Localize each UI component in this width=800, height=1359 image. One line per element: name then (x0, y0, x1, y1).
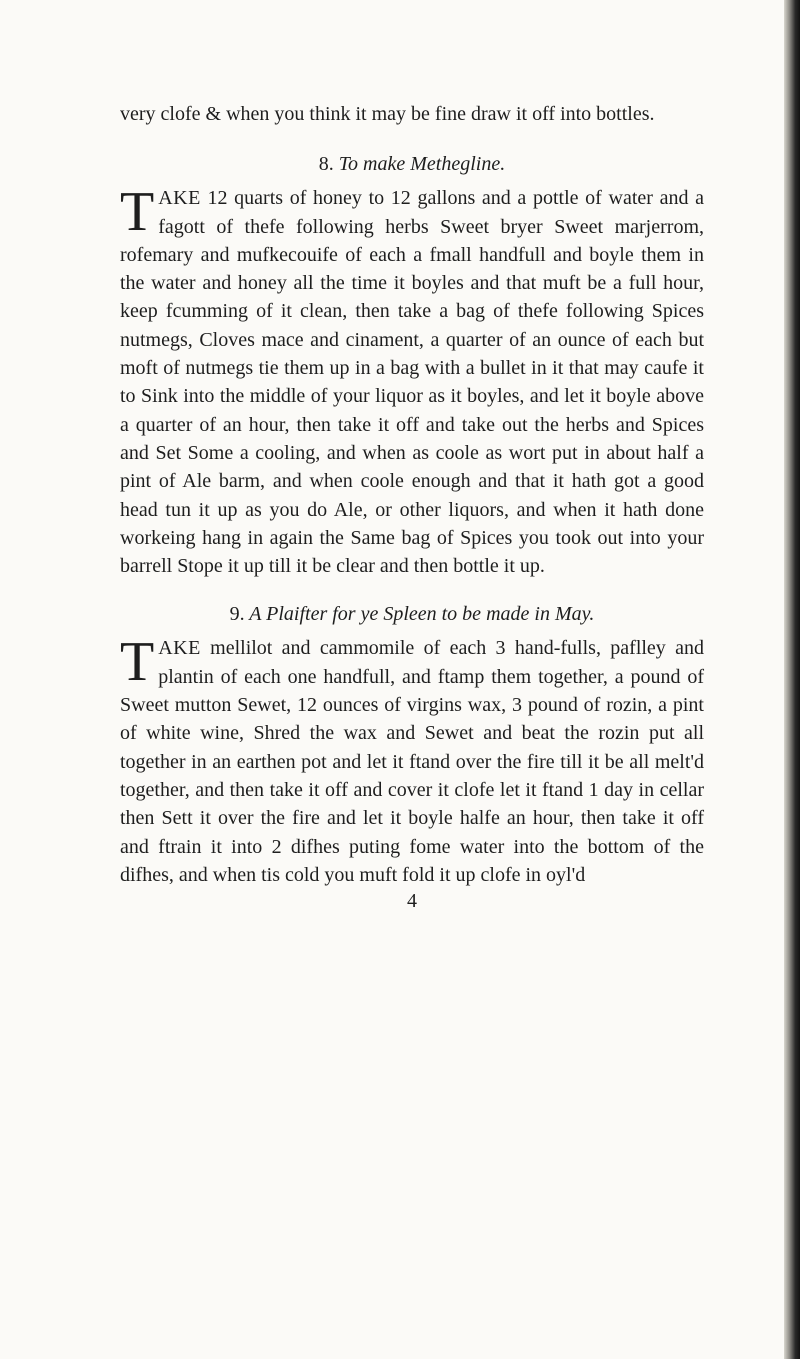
drop-cap: T (120, 181, 155, 244)
recipe-title: A Plaifter for ye Spleen to be made in May. (249, 603, 595, 626)
page-number: 4 (407, 890, 417, 913)
recipe-paragraph (120, 631, 704, 889)
continuation-paragraph: very clofe & when you think it may be fine draw it off into bottles. (120, 103, 655, 125)
page-text (120, 100, 704, 913)
book-spine-shadow (784, 0, 800, 1359)
recipe-heading (120, 150, 704, 178)
recipe-paragraph (120, 181, 704, 580)
lead-word: AKE (158, 637, 201, 660)
recipe-number: 8. (318, 153, 334, 176)
recipe-number: 9. (229, 603, 245, 626)
recipe-title: To make Methegline. (338, 153, 506, 176)
drop-cap: T (120, 631, 155, 694)
recipe-heading (120, 600, 704, 628)
recipe-body: 12 quarts of honey to 12 gallons and a pottle of water and a fagott of thefe following herbs Sweet bryer Sweet marjerrom, rofemary and mufkecouife of each a fmall handfull and boyle them in the water and honey all the time it boyles and that muft be a full hour, keep fcumming of it clean, then take a bag of thefe following Spices nutmegs, Cloves mace and cinament, a quarter of an ounce of each but moft of nutmegs tie them up in a bag with a bullet in it that may caufe it to Sink into the middle of your liquor as it boyles, and let it boyle above a quarter of an hour, then take it off and take out the herbs and Spices and Set Some a cooling, and when as coole as wort put in about half a pint of Ale barm, and when coole enough and that it hath got a good head tun it up as you do Ale, or other liquors, and when it hath done workeing hang in again the Same bag of Spices you took out into your barrell Stope it up till it be clear and then bottle it up. (120, 187, 704, 578)
lead-word: AKE (158, 187, 201, 210)
recipe-body: mellilot and cammomile of each 3 hand-fulls, paflley and plantin of each one handfull, and ftamp them together, a pound of Sweet mutton Sewet, 12 ounces of virgins wax, 3 pound of rozin, a pint of white wine, Shred the wax and Sewet and beat the rozin put all together in an earthen pot and let it ftand over the fire till it be all melt'd together, and then take it off and cover it clofe let it ftand 1 day in cellar then Sett it over the fire and let it boyle halfe an hour, then take it off and ftrain it into 2 difhes puting fome water into the bottom of the difhes, and when tis cold you muft fold it up clofe in oyl'd (120, 637, 704, 886)
